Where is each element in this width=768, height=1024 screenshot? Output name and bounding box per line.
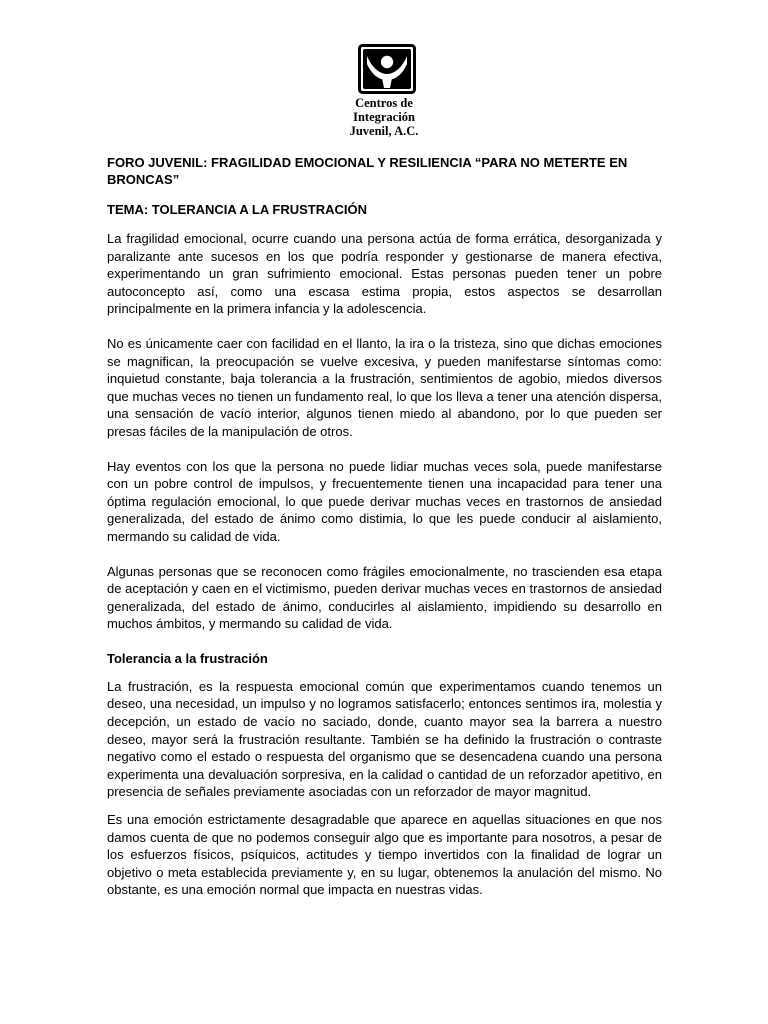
paragraph: No es únicamente caer con facilidad en el llanto, la ira o la tristeza, sino que dichas emociones se magnifican, la preocupación se vuelve excesiva, y pueden manifestarse síntomas como: inquietud constante, baja tolerancia a la frustración, sentimientos de agobio, miedos diversos que muchas veces no tienen un fundamento real, lo que los lleva a tener una atención dispersa, una sensación de vacío interior, algunos tienen miedo al abandono, por lo que pueden ser presas fáciles de la manipulación de otros. <box>107 335 662 439</box>
paragraph: Es una emoción estrictamente desagradable que aparece en aquellas situaciones en que nos damos cuenta de que no podemos conseguir algo que es importante para nosotros, a pesar de los esfuerzos físicos, psíquicos, actitudes y tiempo invertidos con la finalidad de lograr un objetivo o meta establecida previamente y, en su lugar, obtenemos la anulación del mismo. No obstante, es una emoción normal que impacta en nuestras vidas. <box>107 812 662 898</box>
paragraph: La fragilidad emocional, ocurre cuando una persona actúa de forma errática, desorganizada y paralizante ante sucesos en los que podría responder y gestionarse de manera efectiva, experimentando un gran sufrimiento emocional. Estas personas pueden tener un pobre autoconcepto así, como una escasa estima propia, estos aspectos se desarrollan principalmente en la primera infancia y la adolescencia. <box>107 231 662 317</box>
paragraph: Hay eventos con los que la persona no puede lidiar muchas veces sola, puede manifestarse con un pobre control de impulsos, y frecuentemente tienen una incapacidad para tener una óptima regulación emocional, lo que puede derivar muchas veces en trastornos de ansiedad generalizada, del estado de ánimo como distimia, lo que les puede conducir al aislamiento, mermando su calidad de vida. <box>107 458 662 544</box>
paragraph: La frustración, es la respuesta emocional común que experimentamos cuando tenemos un deseo, una necesidad, un impulso y no logramos satisfacerlo; entonces sentimos ira, molestia y decepción, un estado de vacío no saciado, donde, cuanto mayor sea la barrera a nuestro deseo, mayor será la frustración resultante. También se ha definido la frustración o contraste negativo como el estado o respuesta del organismo que se desencadena cuando una persona experimenta una devaluación sorpresiva, en la calidad o cantidad de un reforzador apetitivo, en presencia de señales previamente asociadas con un reforzador de mayor magnitud. <box>107 678 662 800</box>
section-heading: Tolerancia a la frustración <box>107 650 268 666</box>
document-topic: TEMA: TOLERANCIA A LA FRUSTRACIÓN <box>107 202 367 217</box>
logo-line: Integración <box>353 110 415 124</box>
organization-logo <box>334 44 434 144</box>
cij-logo-icon <box>358 44 416 94</box>
paragraph: Algunas personas que se reconocen como frágiles emocionalmente, no trascienden esa etapa de aceptación y caen en el victimismo, pueden derivar muchas veces en trastornos de ansiedad generalizada, del estado de ánimo, conducirles al aislamiento, impidiendo su desarrollo en muchos ámbitos, y mermando su calidad de vida. <box>107 563 662 632</box>
logo-line: Centros de <box>355 96 413 110</box>
logo-line: Juvenil, A.C. <box>349 124 419 138</box>
document-body <box>107 154 662 909</box>
logo-wordmark <box>334 96 434 138</box>
document-title: FORO JUVENIL: FRAGILIDAD EMOCIONAL Y RESILIENCIA “PARA NO METERTE EN BRONCAS” <box>107 155 628 187</box>
